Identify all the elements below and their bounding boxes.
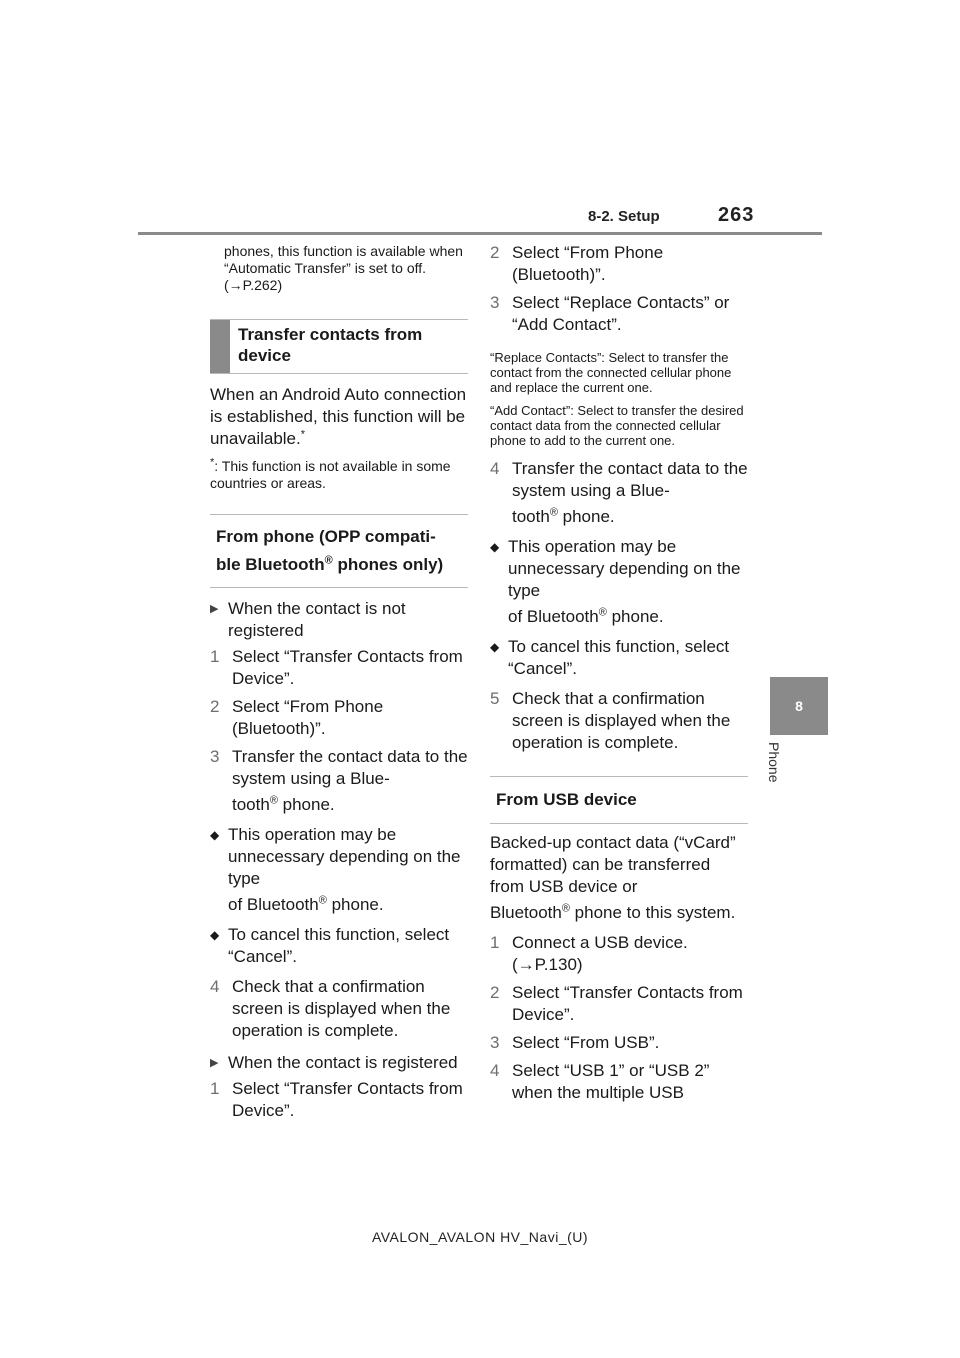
bullet-diamond-icon: ◆	[210, 828, 220, 842]
step-text: Select “From Phone (Bluetooth)”.	[512, 243, 664, 284]
step-text: Select “From USB”.	[512, 1033, 660, 1052]
bullet-1	[210, 824, 468, 920]
step-text-b: tooth	[232, 795, 270, 814]
usb-intro	[490, 832, 748, 928]
registered-mark: ®	[549, 506, 558, 519]
step-number: 1	[210, 1079, 220, 1098]
heading-from-phone	[210, 514, 468, 588]
bullet-2	[210, 924, 468, 968]
step-number: 4	[490, 1061, 500, 1080]
step-3-registered	[490, 292, 748, 336]
condition-registered	[210, 1052, 468, 1074]
step-number: 3	[210, 747, 220, 766]
step-text: Select “Transfer Contacts from Device”.	[232, 647, 463, 688]
step-text-c: phone.	[557, 507, 615, 526]
footnote	[210, 458, 468, 492]
step-text: Check that a confirmation screen is displayed when the operation is complete.	[232, 977, 451, 1040]
heading-from-phone-text	[210, 515, 449, 587]
step-text: Select “Transfer Contacts from Device”.	[512, 983, 743, 1024]
usb-intro-a: Backed-up contact data (“vCard” formatted) can be transferred from USB device or	[490, 833, 736, 896]
registered-mark: ®	[324, 554, 333, 567]
step-2	[210, 696, 468, 740]
step-number: 3	[490, 1033, 500, 1052]
heading-phone-line1: From phone (OPP compati-	[216, 527, 436, 546]
right-column	[490, 240, 748, 1104]
bullet-text: To cancel this function, select “Cancel”.	[508, 637, 730, 678]
page-number: 263	[718, 204, 755, 226]
chapter-tab	[770, 677, 828, 735]
registered-mark: ®	[269, 794, 278, 807]
triangle-right-icon: ▶	[210, 603, 219, 615]
step-number: 4	[490, 459, 500, 478]
usb-intro-c: phone to this system.	[569, 903, 736, 922]
step-text-a: Transfer the contact data to the system using a Blue-	[512, 459, 748, 500]
step-text: Select “USB 1” or “USB 2” when the multiple USB	[512, 1061, 710, 1102]
usb-step-3	[490, 1032, 748, 1054]
step-4	[210, 976, 468, 1042]
step-1	[210, 646, 468, 690]
heading-usb-text: From USB device	[496, 790, 637, 809]
bullet-2-right	[490, 636, 748, 680]
step-text: Connect a USB device. (→P.130)	[512, 933, 688, 974]
bullet-diamond-icon: ◆	[490, 540, 500, 554]
step-text	[232, 746, 468, 820]
note-add: “Add Contact”: Select to transfer the desired contact data from the connected cellular phone to add to the current one.	[490, 403, 744, 448]
registered-mark: ®	[318, 894, 327, 907]
condition-not-registered	[210, 598, 468, 642]
step-text	[512, 458, 748, 532]
step-4-registered	[490, 458, 748, 532]
bullet-text-b: of Bluetooth	[228, 895, 319, 914]
heading-transfer-text: Transfer contacts from device	[238, 325, 423, 365]
usb-step-1	[490, 932, 748, 976]
heading-phone-line3: phones only)	[332, 555, 444, 574]
step-5-registered	[490, 688, 748, 754]
step-text-c: phone.	[277, 795, 335, 814]
condition-text: When the contact is registered	[228, 1053, 458, 1072]
intro-text: phones, this function is available when “Automatic Transfer” is set to off. (→P.262)	[224, 243, 463, 293]
footnote-text: : This function is not available in some countries or areas.	[210, 458, 451, 491]
step-text: Select “Replace Contacts” or “Add Contact”.	[512, 293, 730, 334]
step-number: 1	[210, 647, 220, 666]
bullet-text-c: phone.	[326, 895, 384, 914]
heading-phone-line2: ble Bluetooth	[216, 555, 325, 574]
android-note	[210, 384, 468, 450]
bullet-text-c: phone.	[606, 607, 664, 626]
registered-mark: ®	[561, 902, 570, 915]
condition-text: When the contact is not registered	[228, 599, 406, 640]
step-text: Check that a confirmation screen is displayed when the operation is complete.	[512, 689, 731, 752]
triangle-right-icon: ▶	[210, 1057, 219, 1069]
usb-step-2	[490, 982, 748, 1026]
bullet-text: To cancel this function, select “Cancel”.	[228, 925, 450, 966]
step-2-registered	[490, 242, 748, 286]
step-text-a: Transfer the contact data to the system using a Blue-	[232, 747, 468, 788]
left-column	[210, 240, 468, 1122]
heading-from-usb	[490, 776, 748, 824]
step-text: Select “From Phone (Bluetooth)”.	[232, 697, 384, 738]
section-title: 8-2. Setup	[588, 208, 660, 225]
bullet-1-right	[490, 536, 748, 632]
footnote-asterisk: *	[210, 456, 215, 469]
usb-intro-b: Bluetooth	[490, 903, 562, 922]
footer-model: AVALON_AVALON HV_Navi_(U)	[371, 1229, 589, 1245]
bullet-text	[508, 536, 748, 632]
footnote-marker: *	[300, 428, 306, 441]
heading-bar	[210, 320, 230, 373]
heading-transfer-contacts	[210, 319, 468, 374]
step-number: 5	[490, 689, 500, 708]
header-rule	[138, 232, 822, 235]
chapter-label-wrap	[738, 742, 818, 802]
step-text: Select “Transfer Contacts from Device”.	[232, 1079, 463, 1120]
step-3	[210, 746, 468, 820]
step-1-registered	[210, 1078, 468, 1122]
bullet-text-b: of Bluetooth	[508, 607, 599, 626]
step-text-b: tooth	[512, 507, 550, 526]
step-number: 2	[210, 697, 220, 716]
registered-mark: ®	[598, 606, 607, 619]
bullet-diamond-icon: ◆	[210, 928, 220, 942]
android-note-text: When an Android Auto connection is established, this function will be unavailable.	[210, 385, 467, 448]
step-number: 3	[490, 293, 500, 312]
bullet-text-a: This operation may be unnecessary depending on the type	[508, 537, 741, 600]
bullet-text	[228, 824, 468, 920]
chapter-label: Phone	[766, 742, 782, 783]
step-number: 2	[490, 243, 500, 262]
step-number: 2	[490, 983, 500, 1002]
usb-step-4	[490, 1060, 748, 1104]
bullet-text-a: This operation may be unnecessary depending on the type	[228, 825, 461, 888]
step-number: 1	[490, 933, 500, 952]
note-replace: “Replace Contacts”: Select to transfer the contact from the connected cellular phone and replace the current one.	[490, 350, 732, 395]
bullet-diamond-icon: ◆	[490, 640, 500, 654]
chapter-number: 8	[795, 698, 803, 714]
step-number: 4	[210, 977, 220, 996]
